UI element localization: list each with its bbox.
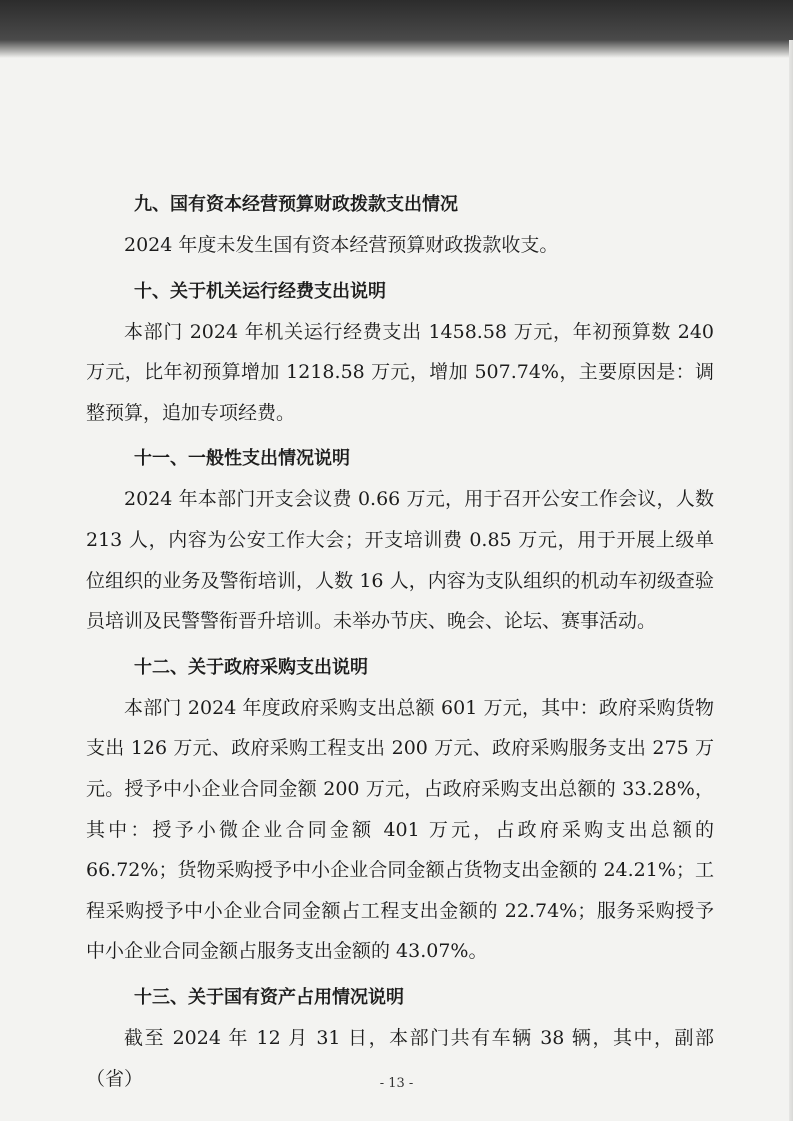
section-paragraph: 本部门 2024 年度政府采购支出总额 601 万元，其中：政府采购货物支出 126 万元、政府采购工程支出 200 万元、政府采购服务支出 275 万元。授予中小企业合同金额 200 万元，占政府采购支出总额的 33.28%，其中：授予小微企业合同金额 401 万元，占政府采购支出总额的 66.72%；货物采购授予中小企业合同金额占货物支出金额的 24.21%；工程采购授予中小企业合同金额占工程支出金额的 22.74%；服务采购授予中小企业合同金额占服务支出金额的 43.07%。: [86, 696, 714, 963]
section-paragraph: 2024 年本部门开支会议费 0.66 万元，用于召开公安工作会议，人数 213 人，内容为公安工作大会；开支培训费 0.85 万元，用于开展上级单位组织的业务及警衔培训，人数 16 人，内容为支队组织的机动车初级查验员培训及民警警衔晋升培训。未举办节庆、晚会、论坛、赛事活动。: [86, 488, 714, 633]
document-body: [86, 185, 714, 1105]
section-heading: 十、关于机关运行经费支出说明: [134, 280, 386, 302]
section-paragraph: 2024 年度未发生国有资本经营预算财政拨款收支。: [124, 234, 559, 256]
section-11: [86, 439, 714, 647]
section-12: [86, 648, 714, 978]
section-heading: 十一、一般性支出情况说明: [134, 448, 350, 470]
section-heading: 十二、关于政府采购支出说明: [134, 656, 368, 678]
section-heading: 十三、关于国有资产占用情况说明: [134, 986, 404, 1008]
section-10: [86, 272, 714, 440]
scan-right-edge: [789, 40, 793, 1121]
scan-top-shadow: [0, 0, 793, 58]
page-number: - 13 -: [379, 1076, 414, 1091]
section-heading: 九、国有资本经营预算财政拨款支出情况: [134, 194, 458, 215]
section-paragraph: 本部门 2024 年机关运行经费支出 1458.58 万元，年初预算数 240 万元，比年初预算增加 1218.58 万元，增加 507.74%，主要原因是：调整预算，追加专项经费。: [86, 320, 714, 424]
section-9: [86, 185, 714, 272]
section-paragraph: 截至 2024 年 12 月 31 日，本部门共有车辆 38 辆，其中，副部（省）: [86, 1026, 714, 1090]
